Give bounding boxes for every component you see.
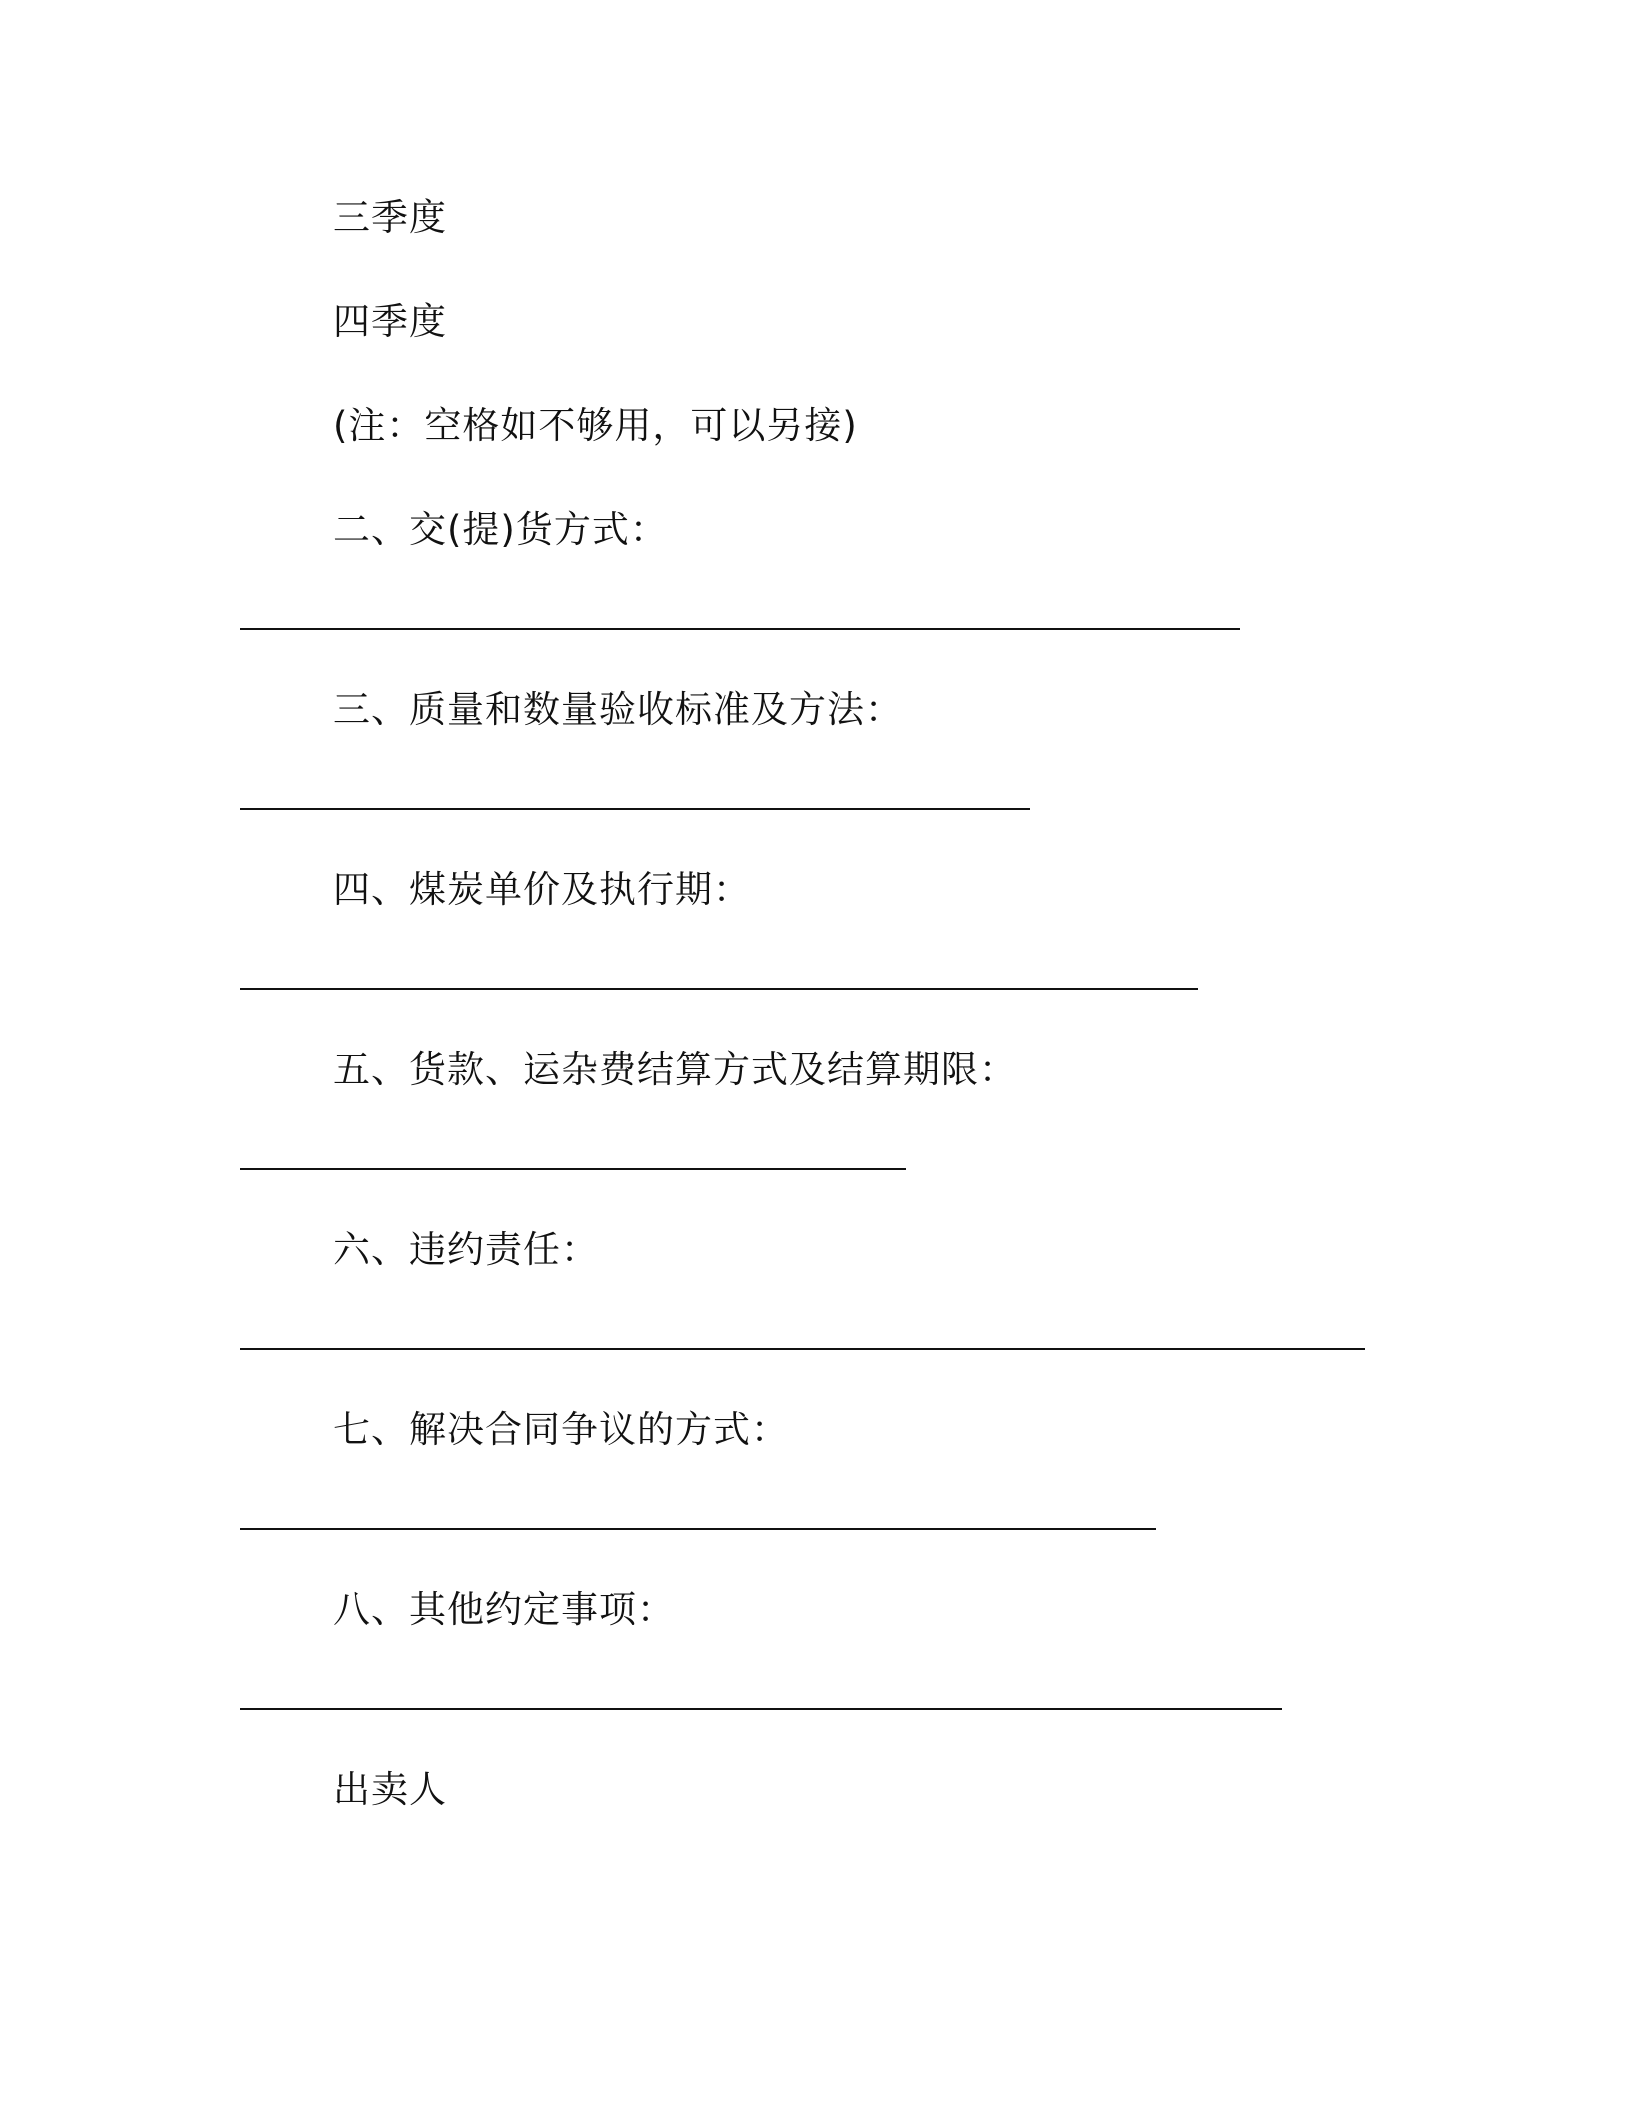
- blank-line-section-6: [240, 1348, 1365, 1350]
- blank-line-section-2: [240, 628, 1240, 630]
- section-8-heading: 八、其他约定事项：: [333, 1588, 675, 1631]
- section-4-heading: 四、煤炭单价及执行期：: [333, 868, 751, 911]
- section-2-heading: 二、交(提)货方式：: [333, 508, 668, 551]
- note-text: (注：空格如不够用，可以另接): [333, 404, 858, 447]
- blank-line-section-3: [240, 808, 1030, 810]
- section-5-heading: 五、货款、运杂费结算方式及结算期限：: [333, 1048, 1017, 1091]
- section-3-heading: 三、质量和数量验收标准及方法：: [333, 688, 903, 731]
- blank-line-section-8: [240, 1708, 1282, 1710]
- section-7-heading: 七、解决合同争议的方式：: [333, 1408, 789, 1451]
- blank-line-section-7: [240, 1528, 1156, 1530]
- blank-line-section-4: [240, 988, 1198, 990]
- quarter-3-label: 三季度: [333, 196, 447, 239]
- blank-line-section-5: [240, 1168, 906, 1170]
- seller-label: 出卖人: [333, 1768, 447, 1811]
- section-6-heading: 六、违约责任：: [333, 1228, 599, 1271]
- quarter-4-label: 四季度: [333, 300, 447, 343]
